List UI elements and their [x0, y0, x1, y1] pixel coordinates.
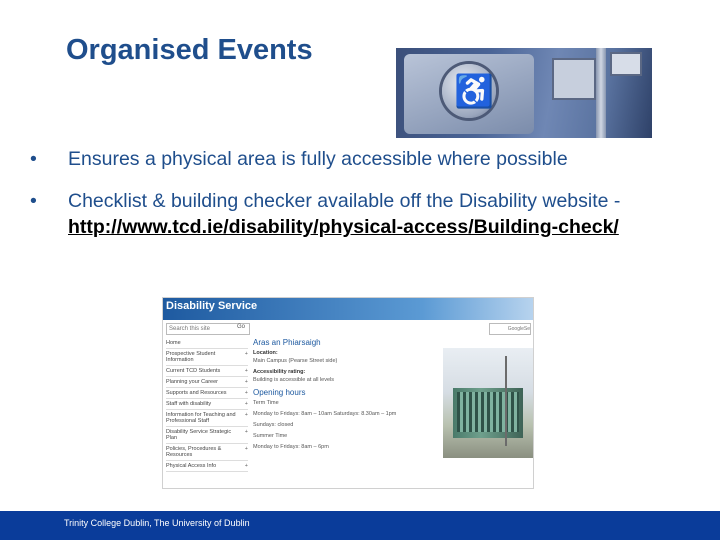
- expand-icon: +: [244, 446, 248, 452]
- nav-item-label: Disability Service Strategic Plan: [166, 429, 232, 441]
- nav-item-prospective[interactable]: [166, 349, 248, 366]
- bullet-text: Checklist & building checker available off the Disability website -: [68, 190, 621, 212]
- nav-item-career[interactable]: [166, 377, 248, 388]
- bullet-list: [30, 146, 690, 256]
- card-reader: [552, 58, 596, 100]
- expand-icon: +: [244, 463, 248, 469]
- nav-item-staff[interactable]: [166, 399, 248, 410]
- nav-item-label: Supports and Resources: [166, 390, 227, 396]
- bullet-dot: •: [30, 190, 37, 212]
- nav-item-strategic[interactable]: [166, 427, 248, 444]
- nav-item-label: Planning your Career: [166, 379, 218, 385]
- google-search-input[interactable]: GoogleSe: [489, 323, 531, 335]
- accessibility-button-photo: [396, 48, 652, 138]
- bullet-dot: •: [30, 148, 37, 170]
- expand-icon: +: [244, 429, 248, 435]
- nav-item-access[interactable]: [166, 461, 248, 472]
- hours-line: Monday to Fridays: 8am – 10am Saturdays: 8.30am – 1pm: [253, 411, 397, 417]
- expand-icon: +: [244, 368, 248, 374]
- nav-item-label: Policies, Procedures & Resources: [166, 446, 222, 458]
- footer-bar: [0, 511, 720, 540]
- nav-item-label: Staff with disability: [166, 401, 212, 407]
- building-photo: [443, 348, 533, 458]
- website-screenshot: [162, 297, 534, 489]
- nav-item-supports[interactable]: [166, 388, 248, 399]
- footer-text: Trinity College Dublin, The University of Dublin: [64, 518, 250, 528]
- expand-icon: +: [244, 412, 248, 418]
- bullet-item: [30, 146, 690, 172]
- accessibility-value: Building is accessible at all levels: [253, 377, 335, 383]
- site-title: Disability Service: [166, 300, 258, 312]
- nav-item-label: Prospective Student Information: [166, 351, 216, 363]
- sensor-panel: [610, 52, 642, 76]
- hours-subheading: Term Time: [253, 400, 279, 406]
- hours-line: Sundays: closed: [253, 422, 294, 428]
- site-search-input[interactable]: Search this site: [166, 323, 250, 335]
- nav-item-home[interactable]: [166, 338, 248, 349]
- bullet-item: [30, 188, 690, 240]
- bullet-text: Ensures a physical area is fully accessible where possible: [68, 148, 568, 170]
- handrail: [596, 48, 606, 138]
- building-heading: Aras an Phiarsaigh: [253, 338, 321, 347]
- site-main-content: [253, 338, 443, 455]
- site-go-button[interactable]: Go: [237, 324, 246, 330]
- expand-icon: +: [244, 379, 248, 385]
- expand-icon: +: [244, 351, 248, 357]
- nav-item-label: Information for Teaching and Professional Staff: [166, 412, 236, 424]
- expand-icon: +: [244, 401, 248, 407]
- location-label: Location:: [253, 350, 278, 356]
- nav-item-label: Physical Access Info: [166, 463, 217, 469]
- hours-line: Summer Time: [253, 433, 288, 439]
- location-value: Main Campus (Pearse Street side): [253, 358, 338, 364]
- hours-line: Monday to Fridays: 8am – 6pm: [253, 444, 329, 450]
- site-header: [163, 298, 533, 320]
- nav-item-label: Current TCD Students: [166, 368, 221, 374]
- lamp-pole: [505, 356, 507, 446]
- hours-heading: Opening hours: [253, 388, 306, 397]
- nav-item-label: Home: [166, 340, 181, 346]
- nav-item-teaching[interactable]: [166, 410, 248, 427]
- building-windows: [457, 392, 519, 432]
- building-check-link[interactable]: http://www.tcd.ie/disability/physical-access/Building-check/: [68, 216, 619, 238]
- wheelchair-icon: ♿: [454, 73, 494, 109]
- nav-item-current[interactable]: [166, 366, 248, 377]
- site-sidebar-nav: [166, 338, 248, 472]
- accessibility-label: Accessibility rating:: [253, 369, 306, 375]
- expand-icon: +: [244, 390, 248, 396]
- nav-item-policies[interactable]: [166, 444, 248, 461]
- slide-title: Organised Events: [66, 34, 313, 66]
